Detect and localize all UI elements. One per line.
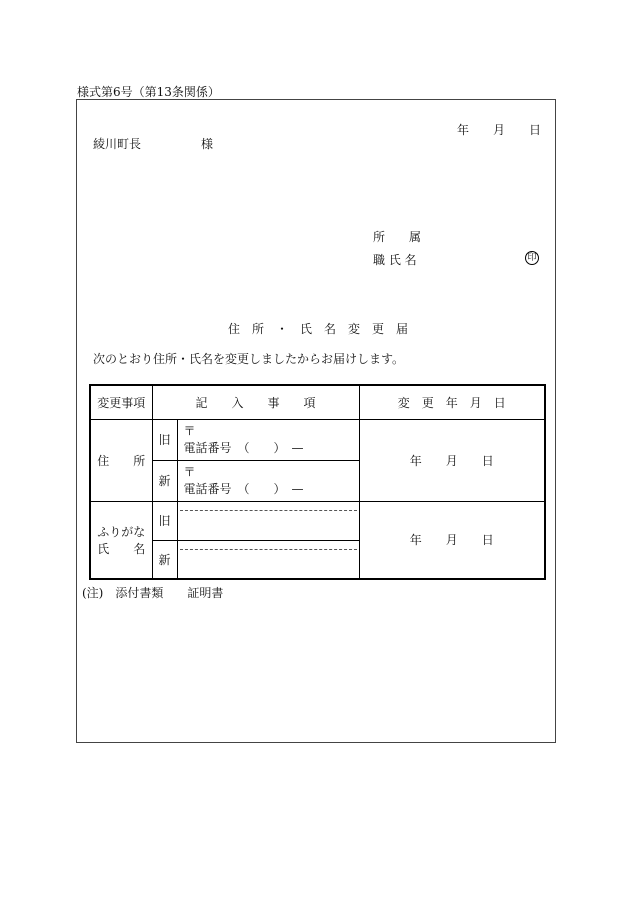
address-change-date[interactable]: 年 月 日 [359, 419, 545, 501]
postal-mark: 〒 [183, 423, 196, 438]
seal-icon: 印 [525, 251, 539, 265]
name-old-field[interactable] [177, 501, 359, 540]
statement: 次のとおり住所・氏名を変更しましたからお届けします。 [93, 352, 405, 366]
form-title: 住 所 ・ 氏 名 変 更 届 [228, 322, 409, 336]
header-date: 変 更 年 月 日 [359, 385, 545, 419]
postal-mark: 〒 [183, 464, 196, 479]
addressee: 綾川町長 様 [93, 137, 214, 151]
furigana-divider [180, 502, 357, 511]
address-new-label: 新 [152, 460, 177, 501]
name-label: 職 氏 名 [373, 253, 417, 267]
form-number: 様式第6号（第13条関係） [77, 85, 220, 99]
name-old-label: 旧 [152, 501, 177, 540]
phone-text-old: 電話番号 （ ） — [183, 440, 304, 455]
date-line: 年 月 日 [457, 123, 542, 137]
change-table [89, 384, 546, 580]
header-item: 変更事項 [90, 385, 152, 419]
affiliation-label: 所 属 [373, 230, 422, 244]
attachment-note: (注) 添付書類 証明書 [82, 586, 224, 600]
name-new-field[interactable] [177, 540, 359, 579]
name-new-label: 新 [152, 540, 177, 579]
address-old-field[interactable] [177, 419, 359, 460]
furigana-divider [180, 541, 357, 550]
name-change-date[interactable]: 年 月 日 [359, 501, 545, 579]
header-entry: 記 入 事 項 [152, 385, 359, 419]
address-new-field[interactable] [177, 460, 359, 501]
address-label: 住 所 [90, 419, 152, 501]
name-furigana-label: ふりがな 氏 名 [90, 501, 152, 579]
phone-text-new: 電話番号 （ ） — [183, 481, 304, 496]
address-old-label: 旧 [152, 419, 177, 460]
